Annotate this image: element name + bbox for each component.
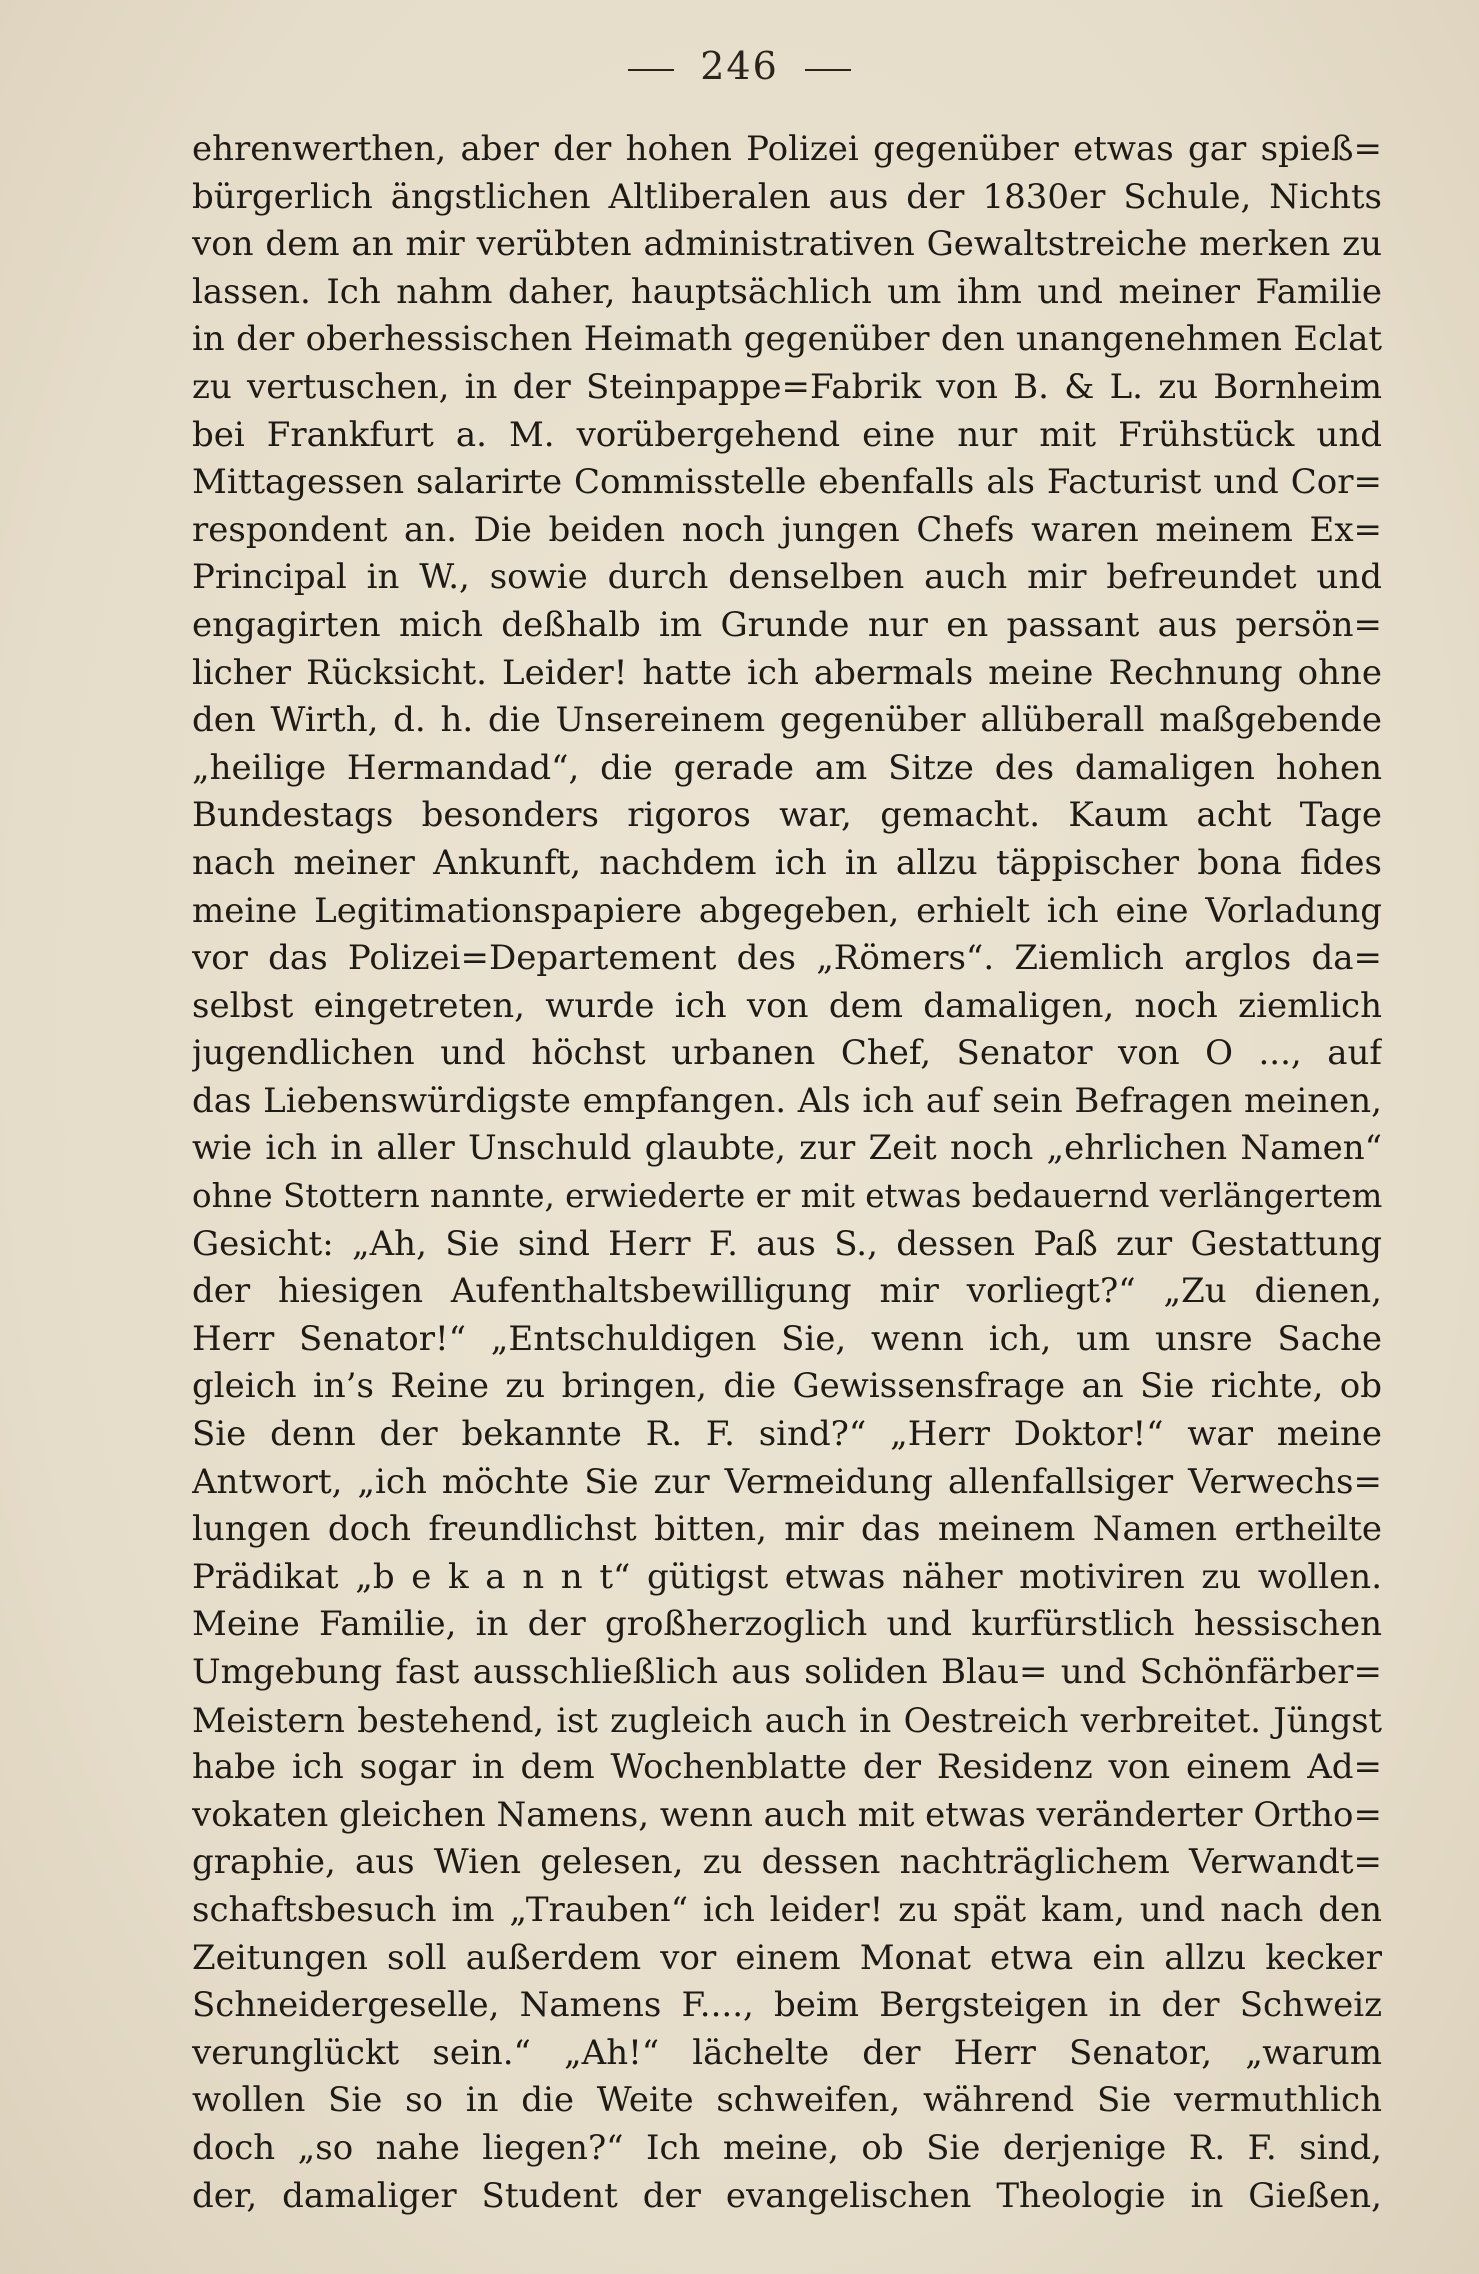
text-line: schaftsbesuch im „Trauben“ ich leider! zu spät kam, und nach den	[192, 1889, 1382, 1930]
text-line: wollen Sie so in die Weite schweifen, während Sie vermuthlich	[192, 2080, 1382, 2121]
page-header	[0, 44, 1479, 88]
text-line: bei Frankfurt a. M. vorübergehend eine nur mit Frühstück und	[192, 414, 1382, 455]
text-line: vokaten gleichen Namens, wenn auch mit etwas veränderter Ortho=	[192, 1794, 1382, 1835]
text-line: graphie, aus Wien gelesen, zu dessen nachträglichem Verwandt=	[192, 1842, 1382, 1883]
page-number: 246	[700, 44, 779, 88]
text-line: ohne Stottern nannte, erwiederte er mit etwas bedauernd verlängertem	[192, 1177, 1382, 1216]
text-line: der hiesigen Aufenthaltsbewilligung mir vorliegt?“ „Zu dienen,	[192, 1271, 1382, 1312]
text-line: Prädikat „b e k a n n t“ gütigst etwas näher motiviren zu wollen.	[192, 1556, 1382, 1597]
text-line: nach meiner Ankunft, nachdem ich in allzu täppischer bona fides	[192, 842, 1382, 883]
text-line: Herr Senator!“ „Entschuldigen Sie, wenn ich, um unsre Sache	[192, 1318, 1382, 1359]
text-line: respondent an. Die beiden noch jungen Chefs waren meinem Ex=	[192, 509, 1382, 550]
text-line: Principal in W., sowie durch denselben auch mir befreundet und	[192, 557, 1382, 598]
text-line: den Wirth, d. h. die Unsereinem gegenüber allüberall maßgebende	[192, 700, 1382, 741]
text-line: jugendlichen und höchst urbanen Chef, Senator von O ..., auf	[192, 1033, 1382, 1074]
text-line: licher Rücksicht. Leider! hatte ich abermals meine Rechnung ohne	[192, 652, 1382, 693]
text-line: Mittagessen salarirte Commisstelle ebenfalls als Facturist und Cor=	[192, 462, 1382, 503]
text-line: selbst eingetreten, wurde ich von dem damaligen, noch ziemlich	[192, 985, 1382, 1026]
text-line: Meistern bestehend, ist zugleich auch in Oestreich verbreitet. Jüngst	[192, 1700, 1382, 1740]
header-dash-right	[805, 69, 851, 71]
text-line: meine Legitimationspapiere abgegeben, erhielt ich eine Vorladung	[192, 890, 1382, 931]
text-line: Zeitungen soll außerdem vor einem Monat etwa ein allzu kecker	[192, 1937, 1382, 1978]
text-line: Antwort, „ich möchte Sie zur Vermeidung allenfallsiger Verwechs=	[192, 1461, 1382, 1502]
body-text	[192, 126, 1382, 2220]
text-line: lungen doch freundlichst bitten, mir das meinem Namen ertheilte	[192, 1509, 1382, 1550]
text-line: gleich in’s Reine zu bringen, die Gewissensfrage an Sie richte, ob	[192, 1366, 1382, 1407]
text-line: habe ich sogar in dem Wochenblatte der Residenz von einem Ad=	[192, 1747, 1382, 1788]
header-dash-left	[628, 69, 674, 71]
text-line: Meine Familie, in der großherzoglich und kurfürstlich hessischen	[192, 1604, 1382, 1645]
text-line: doch „so nahe liegen?“ Ich meine, ob Sie derjenige R. F. sind,	[192, 2127, 1382, 2168]
text-line: Schneidergeselle, Namens F...., beim Bergsteigen in der Schweiz	[192, 1985, 1382, 2026]
text-line: vor das Polizei=Departement des „Römers“. Ziemlich arglos da=	[192, 938, 1382, 979]
text-line: lassen. Ich nahm daher, hauptsächlich um ihm und meiner Familie	[192, 271, 1382, 312]
text-line: engagirten mich deßhalb im Grunde nur en passant aus persön=	[192, 604, 1382, 645]
text-line: das Liebenswürdigste empfangen. Als ich auf sein Befragen meinen,	[192, 1080, 1382, 1121]
text-line: „heilige Hermandad“, die gerade am Sitze des damaligen hohen	[192, 747, 1382, 788]
text-line: Gesicht: „Ah, Sie sind Herr F. aus S., dessen Paß zur Gestattung	[192, 1223, 1382, 1264]
text-line: Sie denn der bekannte R. F. sind?“ „Herr Doktor!“ war meine	[192, 1414, 1382, 1455]
text-line: verunglückt sein.“ „Ah!“ lächelte der Herr Senator, „warum	[192, 2032, 1382, 2073]
text-line: ehrenwerthen, aber der hohen Polizei gegenüber etwas gar spieß=	[192, 129, 1382, 169]
text-line: Umgebung fast ausschließlich aus soliden Blau= und Schönfärber=	[192, 1652, 1382, 1692]
text-line: Bundestags besonders rigoros war, gemacht. Kaum acht Tage	[192, 795, 1382, 836]
text-line: der, damaliger Student der evangelischen Theologie in Gießen,	[192, 2175, 1382, 2216]
text-line: von dem an mir verübten administrativen Gewaltstreiche merken zu	[192, 224, 1382, 265]
text-line: bürgerlich ängstlichen Altliberalen aus der 1830er Schule, Nichts	[192, 176, 1382, 217]
text-line: wie ich in aller Unschuld glaubte, zur Zeit noch „ehrlichen Namen“	[192, 1128, 1382, 1169]
text-line: zu vertuschen, in der Steinpappe=Fabrik von B. & L. zu Bornheim	[192, 366, 1382, 407]
text-line: in der oberhessischen Heimath gegenüber den unangenehmen Eclat	[192, 319, 1382, 360]
